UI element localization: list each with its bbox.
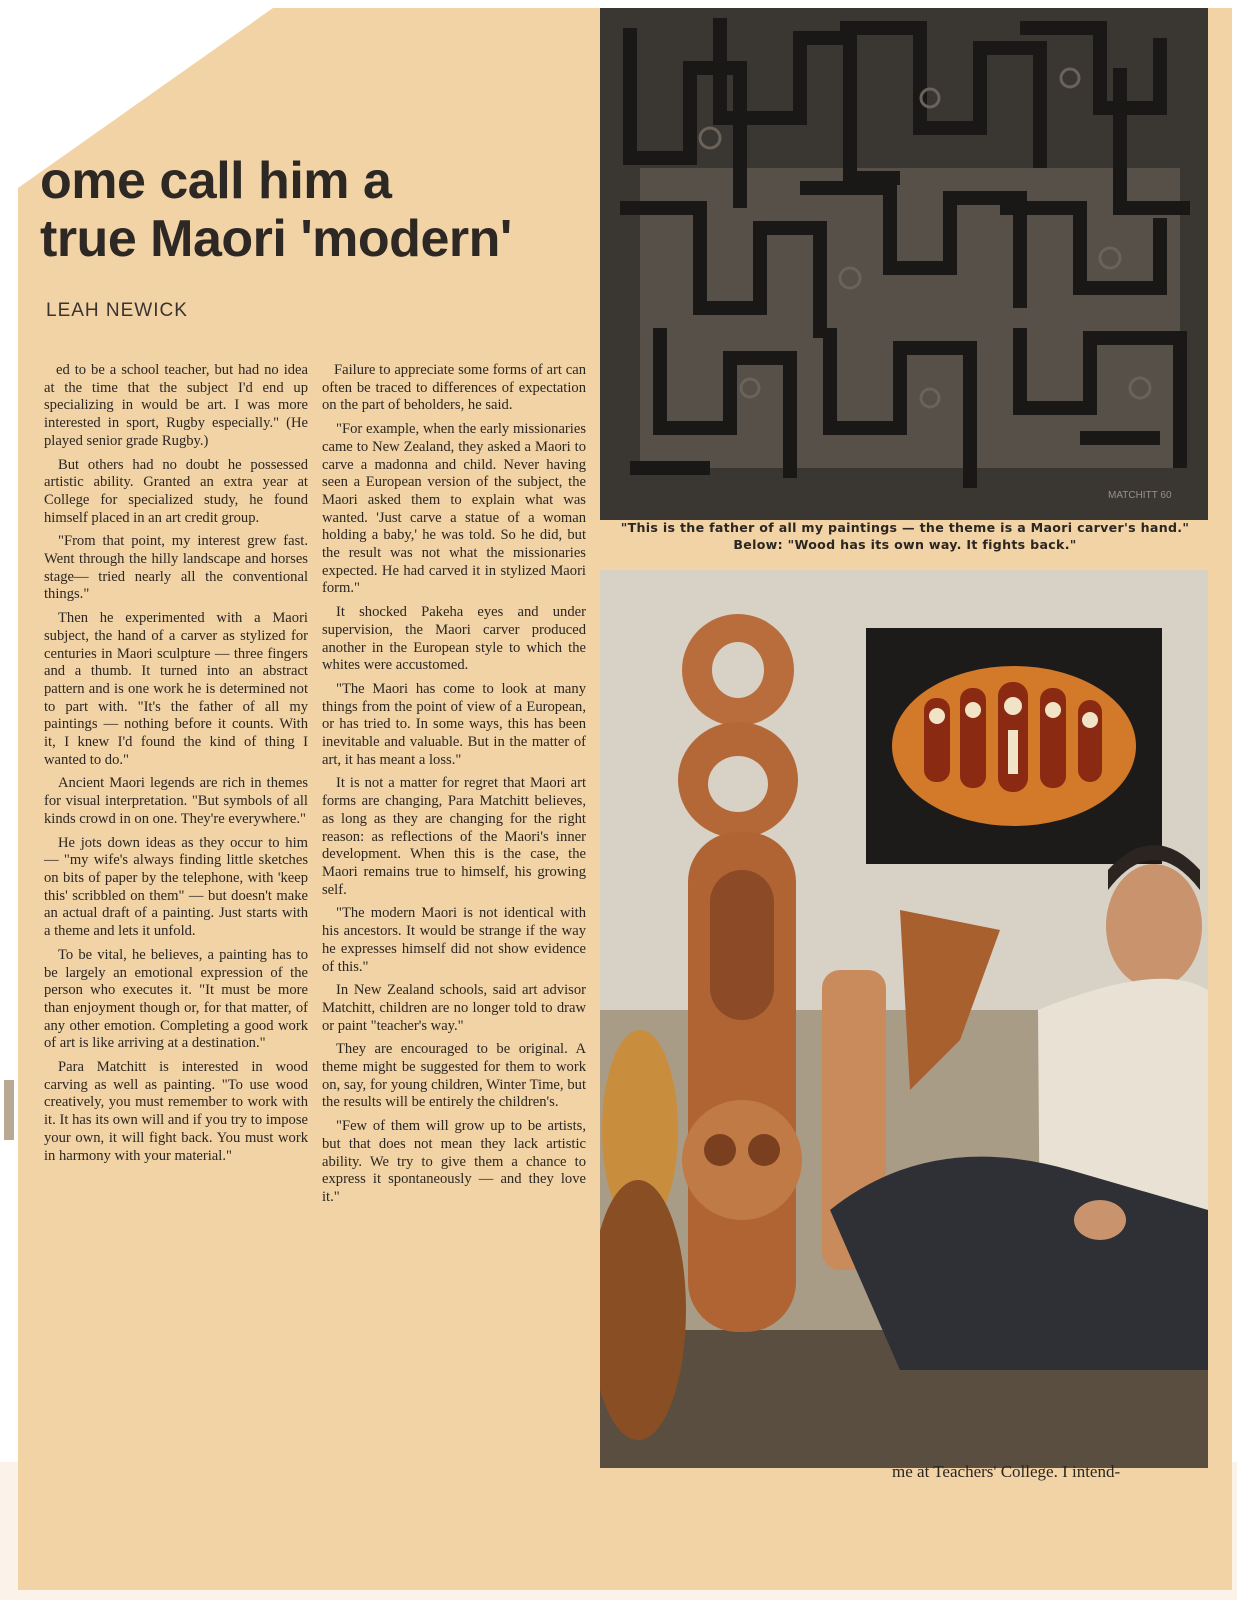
paragraph: It is not a matter for regret that Maori art forms are changing, Para Matchitt believes, as long as they are changing for the right reason: as reflections of the Maori's inner development. When this is the case, the Maori remains true to himself, his growing self. <box>322 775 586 898</box>
paragraph: Ancient Maori legends are rich in themes for visual interpretation. "But symbols of all kinds crowd in on one. They're everywhere." <box>44 775 308 827</box>
paragraph: To be vital, he believes, a painting has to be largely an emotional expression of the person who executes it. "It must be more than enjoyment though or, for that matter, of any other emotion. Completing a good work of art is like arriving at a destination." <box>44 946 308 1052</box>
paragraph: Then he experimented with a Maori subject, the hand of a carver as stylized for centuries in Maori sculpture — three fingers and a thumb. It turned into an abstract pattern and is one work he is determined not to part with. "It's the father of all my paintings — nothing before it counts. With it, I knew I'd found the kind of thing I wanted to do." <box>44 610 308 768</box>
article-column-1 <box>44 362 308 1171</box>
paragraph: It shocked Pakeha eyes and under supervision, the Maori carver produced another in the European style to which the whites were accustomed. <box>322 604 586 674</box>
painting-signature: MATCHITT 60 <box>1108 490 1172 501</box>
headline <box>40 152 600 268</box>
framed-painting <box>866 628 1162 864</box>
paragraph: Para Matchitt is interested in wood carving as well as painting. "To use wood creatively, you must remember to work with it. It has its own will and if you try to impose your own, it will fight back. You must work in harmony with your material." <box>44 1059 308 1164</box>
cut-off-text-line: me at Teachers' College. I intend- <box>892 1462 1121 1481</box>
paragraph: "The modern Maori is not identical with his ancestors. It would be strange if the way he expresses himself did not show evidence of this." <box>322 905 586 975</box>
article-column-2 <box>322 362 586 1213</box>
paragraph: He jots down ideas as they occur to him — "my wife's always finding little sketches on bits of paper by the telephone, with 'keep this' scribbled on them" — but doesn't make an actual draft of a painting. Just starts with a theme and lets it unfold. <box>44 834 308 940</box>
scan-edge-mark <box>4 1080 14 1140</box>
headline-line-1: ome call him a <box>40 152 392 210</box>
paragraph: But others had no doubt he possessed artistic ability. Granted an extra year at College for specialized study, he found himself placed in an art credit group. <box>44 456 308 526</box>
carver-portrait-photo <box>600 570 1208 1468</box>
paragraph: They are encouraged to be original. A theme might be suggested for them to work on, say, for young children, Winter Time, but the results will be entirely the children's. <box>322 1041 586 1111</box>
photo-caption <box>598 520 1212 553</box>
byline: LEAH NEWICK <box>46 300 188 321</box>
paragraph: Failure to appreciate some forms of art can often be traced to differences of expectation on the part of beholders, he said. <box>322 362 586 414</box>
caption-line-1: "This is the father of all my paintings — the theme is a Maori carver's hand." <box>620 520 1190 535</box>
headline-line-2: true Maori 'modern' <box>40 210 512 268</box>
paragraph: "From that point, my interest grew fast. Went through the hilly landscape and horses stage— tried nearly all the conventional things." <box>44 533 308 603</box>
paragraph: "Few of them will grow up to be artists, but that does not mean they lack artistic ability. We try to give them a chance to express it spontaneously — and they love it." <box>322 1118 586 1205</box>
paragraph: ed to be a school teacher, but had no idea at the time that the subject I'd end up specializing in would be art. I was more interested in sport, Rugby especially." (He played senior grade Rugby.) <box>44 362 308 449</box>
paragraph: In New Zealand schools, said art advisor Matchitt, children are no longer told to draw or paint "teacher's way." <box>322 982 586 1034</box>
paragraph: "The Maori has come to look at many things from the point of view of a European, or has tried to. In some ways, this has been inevitable and valuable. But in the matter of art, it has meant a loss." <box>322 680 586 768</box>
painting-photo <box>600 8 1208 520</box>
paragraph: "For example, when the early missionaries came to New Zealand, they asked a Maori to carve a madonna and child. Never having seen a European version of the subject, the Maori asked them to explain what was wanted. 'Just carve a statue of a woman holding a baby,' he was told. So he did, but the result was not what the missionaries expected. He had carved it in stylized Maori form." <box>322 421 586 597</box>
caption-line-2: Below: "Wood has its own way. It fights back." <box>733 536 1077 552</box>
